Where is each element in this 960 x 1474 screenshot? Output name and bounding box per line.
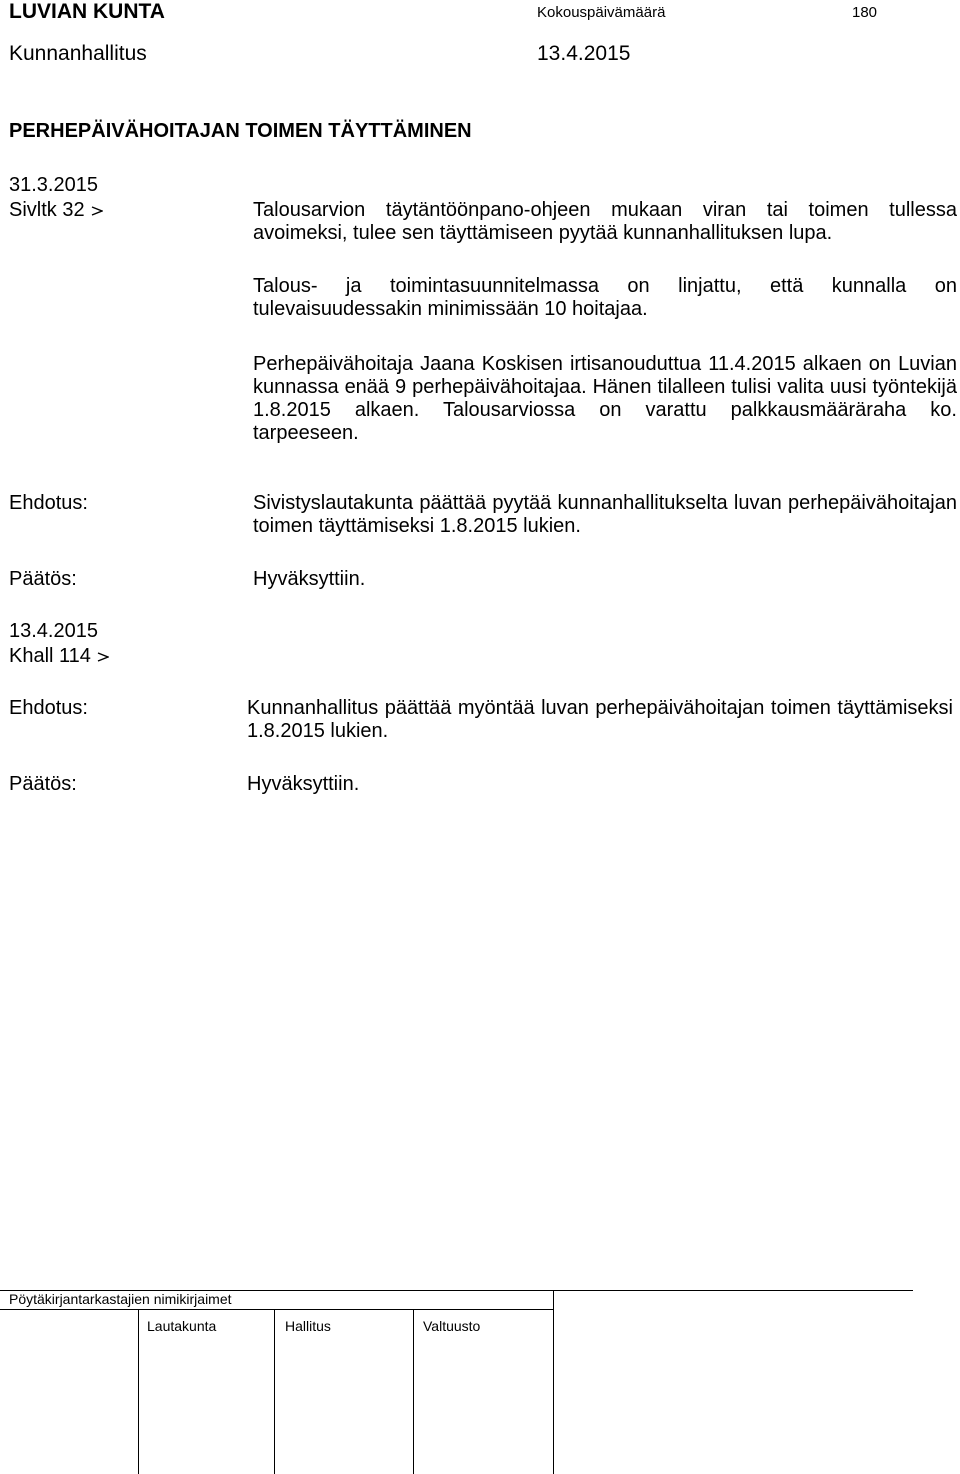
section1-ref-row [9, 199, 103, 222]
organization-name: LUVIAN KUNTA [9, 0, 165, 23]
page-number: 180 [852, 4, 878, 21]
section-mark-icon [97, 652, 109, 662]
section1-paragraph-1: Talousarvion täytäntöönpano-ohjeen mukaan viran tai toimen tullessa avoimeksi, tulee sen täyttämiseen pyytää kunnanhallituksen lupa. [253, 199, 957, 244]
column-valtuusto: Valtuusto [423, 1318, 481, 1334]
signatures-label: Pöytäkirjantarkastajien nimikirjaimet [9, 1291, 232, 1307]
table-inner-rule [0, 1309, 553, 1310]
section2-decision-label: Päätös: [9, 773, 77, 795]
section2-decision: Hyväksyttiin. [247, 773, 360, 795]
meeting-date: 13.4.2015 [537, 42, 631, 65]
column-lautakunta: Lautakunta [147, 1318, 217, 1334]
section1-decision: Hyväksyttiin. [253, 568, 366, 590]
section-mark-icon [91, 206, 103, 216]
section2-date: 13.4.2015 [9, 620, 98, 642]
section2-ref-row [9, 645, 109, 668]
section2-proposal-label: Ehdotus: [9, 697, 88, 719]
document-title: PERHEPÄIVÄHOITAJAN TOIMEN TÄYTTÄMINEN [9, 120, 472, 142]
table-divider [274, 1309, 275, 1474]
section1-proposal-label: Ehdotus: [9, 492, 88, 514]
section2-ref: Khall 114 [9, 645, 91, 667]
section1-decision-label: Päätös: [9, 568, 77, 590]
meeting-date-label: Kokouspäivämäärä [537, 4, 666, 21]
signature-table [0, 1280, 960, 1474]
table-divider [138, 1309, 139, 1474]
governing-body: Kunnanhallitus [9, 42, 147, 65]
table-divider [413, 1309, 414, 1474]
table-divider [553, 1290, 554, 1474]
section1-ref: Sivltk 32 [9, 199, 85, 221]
column-hallitus: Hallitus [285, 1318, 331, 1334]
section2-proposal: Kunnanhallitus päättää myöntää luvan perhepäivähoitajan toimen täyttämiseksi 1.8.2015 lukien. [247, 697, 953, 742]
section1-date: 31.3.2015 [9, 174, 98, 196]
section1-paragraph-2: Talous- ja toimintasuunnitelmassa on linjattu, että kunnalla on tulevaisuudessakin minimissään 10 hoitajaa. [253, 275, 957, 320]
section1-proposal: Sivistyslautakunta päättää pyytää kunnanhallitukselta luvan perhepäivähoitajan toimen täyttämiseksi 1.8.2015 lukien. [253, 492, 957, 537]
section1-paragraph-3: Perhepäivähoitaja Jaana Koskisen irtisanouduttua 11.4.2015 alkaen on Luvian kunnassa enää 9 perhepäivähoitajaa. Hänen tilalleen tulisi valita uusi työntekijä 1.8.2015 alkaen. Talousarviossa on varattu palkkausmääräraha ko. tarpeeseen. [253, 353, 957, 444]
